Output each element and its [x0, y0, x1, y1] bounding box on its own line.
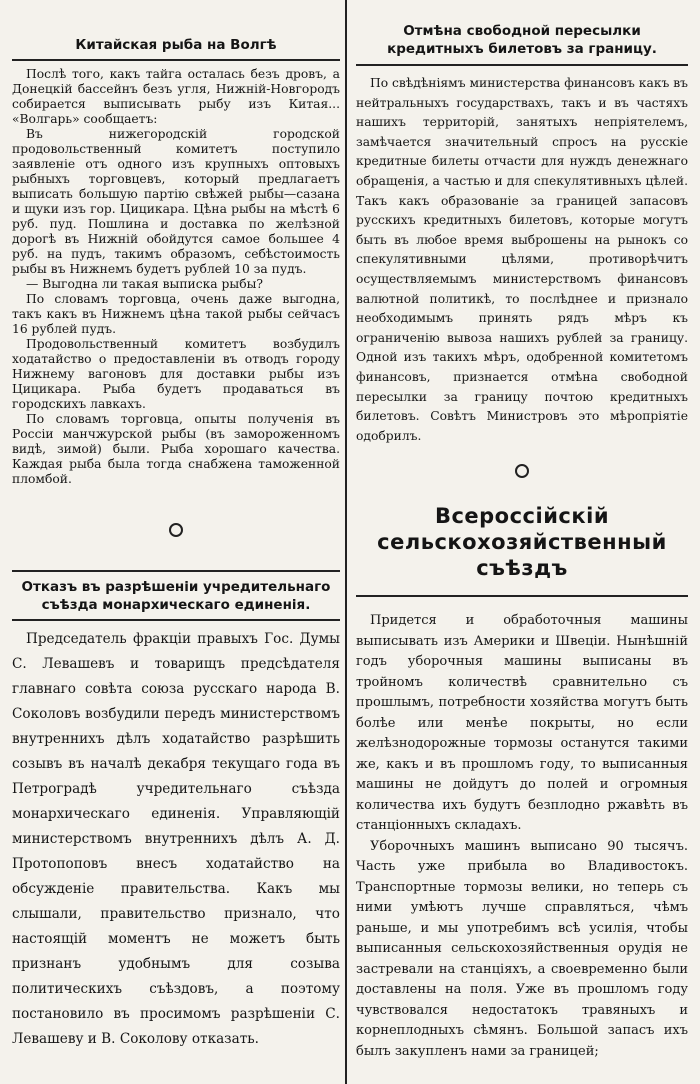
- article-credit-notes: [356, 0, 688, 446]
- article-paragraph: Въ нижегородскій городской продовольственный комитетъ поступило заявленіе отъ одного изъ крупныхъ оптовыхъ рыбныхъ торговцевъ, который предлагаетъ выписать большую партію свѣжей рыбы—сазана и щуки изъ гор. Цицикара. Цѣна рыбы на мѣстѣ 6 руб. пуд. Пошлина и доставка по желѣзной дорогѣ въ Нижній обойдутся самое большее 4 руб. на пудъ, такимъ образомъ, себѣстоимость рыбы въ Нижнемъ будетъ рублей 10 за пудъ.: [12, 127, 340, 276]
- title-rule: [12, 59, 340, 61]
- article-paragraph: По свѣдѣніямъ министерства финансовъ какъ въ нейтральныхъ государствахъ, такъ и въ частяхъ нашихъ территорій, занятыхъ непріятелемъ, замѣчается значительный спросъ на русскіе кредитные билеты отчасти для нуждъ денежнаго обращенія, а частью и для спекулятивныхъ цѣлей. Такъ какъ образованіе за границей запасовъ русскихъ кредитныхъ билетовъ, которые могутъ быть въ любое время выброшены на рынокъ со спекулятивными цѣлями, противорѣчитъ осуществляемымъ министерствомъ финансовъ валютной политикѣ, то послѣднее и признало необходимымъ принять рядъ мѣръ къ ограниченію вывоза нашихъ рублей за границу. Одной изъ такихъ мѣръ, одобренной комитетомъ финансовъ, признается отмѣна свободной пересылки за границу почтою кредитныхъ билетовъ. Совѣтъ Министровъ это мѣропріятіе одобрилъ.: [356, 76, 688, 443]
- article-paragraph: Уборочныхъ машинъ выписано 90 тысячъ. Часть уже прибыла во Владивостокъ. Транспортные тормозы велики, но теперь съ ними умѣютъ лучше справляться, чѣмъ раньше, и мы употребимъ всѣ усилія, чтобы выписанныя сельскохозяйственныя орудія не застревали на станціяхъ, а своевременно были доставлены на поля. Уже въ прошломъ году чувствовался недостатокъ травяныхъ и корнеплодныхъ сѣмянъ. Большой запасъ ихъ былъ закупленъ нами за границей;: [356, 838, 688, 1059]
- title-rule: [12, 570, 340, 572]
- article-title: Китайская рыба на Волгѣ: [75, 37, 277, 53]
- article-paragraph: Продовольственный комитетъ возбудилъ ходатайство о предоставленіи въ отводъ городу Нижнему вагоновъ для доставки рыбы изъ Цицикара. Рыба будетъ продаваться въ городскихъ лавкахъ.: [12, 337, 340, 411]
- title-rule: [356, 64, 688, 66]
- left-column: [12, 0, 340, 1052]
- article-paragraph: Председатель фракціи правыхъ Гос. Думы С. Левашевъ и товарищъ предсѣдателя главнаго совѣта союза русскаго народа В. Соколовъ возбудили передъ министерствомъ внутреннихъ дѣлъ ходатайство разрѣшить созывъ въ началѣ декабря текущаго года въ Петроградѣ учредительнаго съѣзда монархическаго единенія. Управляющій министерствомъ внутреннихъ дѣлъ А. Д. Протопоповъ внесъ ходатайство на обсужденіе правительства. Какъ мы слышали, правительство признало, что настоящій моментъ не можетъ быть признанъ удобнымъ для созыва политическихъ съѣздовъ, а поэтому постановило въ просимомъ разрѣшеніи С. Левашеву и В. Соколову отказать.: [12, 631, 340, 1047]
- column-divider: [345, 0, 347, 1084]
- article-title: Отмѣна свободной пересылки кредитныхъ билетовъ за границу.: [387, 23, 657, 57]
- article-title: Всероссійскій сельскохозяйственный съѣздъ: [377, 504, 667, 581]
- article-paragraph: Придется и обработочныя машины выписывать изъ Америки и Швеціи. Нынѣшній годъ уборочныя машины выписаны въ тройномъ количествѣ сравнительно съ прошлымъ, потребности хозяйства могутъ быть болѣе или менѣе покрыты, но если желѣзнодорожные тормозы останутся такими же, какъ и въ прошломъ году, то выписанныя машины не дойдутъ до полей и огромныя количества ихъ будутъ безплодно ржавѣть въ станціонныхъ складахъ.: [356, 613, 688, 834]
- ornament-icon: [169, 523, 183, 537]
- right-column: [356, 0, 688, 1062]
- article-paragraph: По словамъ торговца, опыты полученія въ Россіи манчжурской рыбы (въ замороженномъ видѣ, зимой) были. Рыба хорошаго качества. Каждая рыба была тогда снабжена таможенной пломбой.: [12, 412, 340, 486]
- article-paragraph: — Выгодна ли такая выписка рыбы?: [26, 277, 263, 291]
- title-rule: [12, 619, 340, 621]
- article-paragraph: Послѣ того, какъ тайга осталась безъ дровъ, а Донецкій бассейнъ безъ угля, Нижній-Новгородъ собирается выписывать рыбу изъ Китая... «Волгарь» сообщаетъ:: [12, 67, 340, 126]
- separator-ornament: [12, 523, 340, 540]
- article-paragraph: По словамъ торговца, очень даже выгодна, такъ какъ въ Нижнемъ цѣна такой рыбы сейчасъ 16 рублей пудъ.: [12, 292, 340, 336]
- separator-ornament: [356, 464, 688, 481]
- article-fish: [12, 0, 340, 487]
- ornament-icon: [515, 464, 529, 478]
- article-congress-refusal: [12, 570, 340, 1052]
- title-rule: [356, 595, 688, 597]
- article-agri-congress: [356, 503, 688, 1062]
- article-title: Отказъ въ разрѣшеніи учредительнаго съѣзда монархическаго единенія.: [21, 579, 331, 613]
